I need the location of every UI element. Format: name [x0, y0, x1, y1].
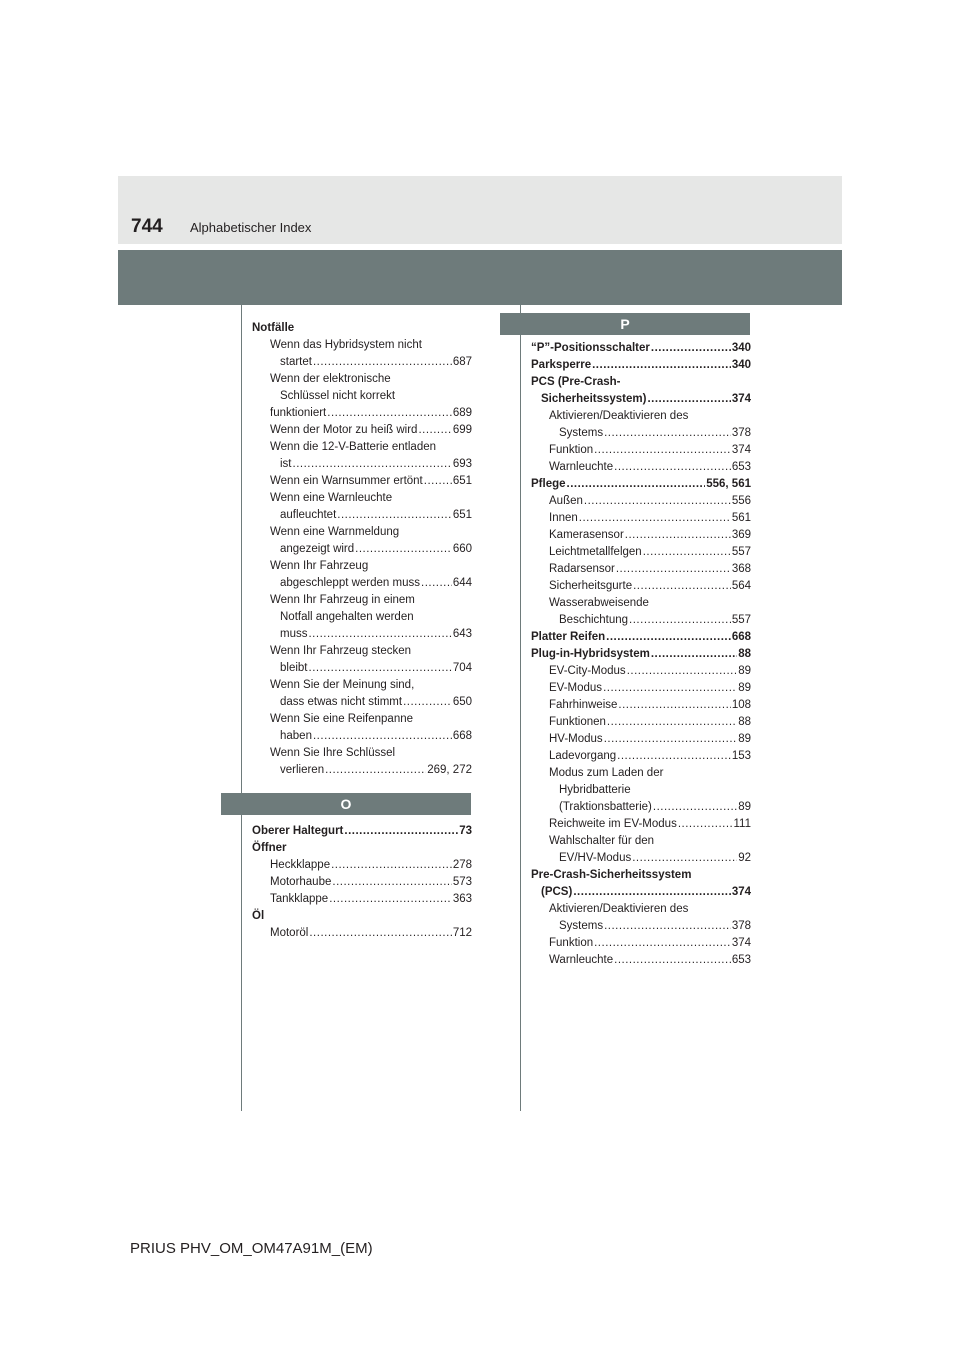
dot-leader	[633, 578, 731, 595]
entry-label: Pflege	[531, 478, 566, 490]
index-entry[interactable]	[531, 476, 751, 493]
page-ref: 712	[452, 927, 472, 939]
index-subentry[interactable]	[252, 762, 472, 779]
page-title: Alphabetischer Index	[190, 220, 312, 235]
dot-leader	[607, 714, 737, 731]
page-ref: 643	[452, 628, 472, 640]
index-subentry[interactable]	[531, 612, 751, 629]
page-ref: 111	[733, 818, 751, 830]
index-subentry[interactable]	[531, 731, 751, 748]
page-ref: 651	[452, 475, 472, 487]
page-ref: 651	[452, 509, 472, 521]
entry-label: Radarsensor	[549, 563, 615, 575]
page-ref: 92	[738, 852, 751, 864]
index-subentry-line: Wenn der elektronische	[270, 373, 391, 385]
dot-leader	[309, 925, 451, 942]
page-ref: 108	[731, 699, 751, 711]
index-heading-notfaelle: Notfälle	[252, 322, 295, 334]
page-ref: 340	[731, 342, 751, 354]
dot-leader	[606, 629, 731, 646]
dot-leader	[308, 626, 451, 643]
entry-label: Oberer Haltegurt	[252, 825, 344, 837]
dot-leader	[643, 544, 731, 561]
page-ref: 73	[459, 825, 472, 837]
entry-label: Außen	[549, 495, 583, 507]
dot-leader	[355, 541, 452, 558]
page-ref: 278	[452, 859, 472, 871]
entry-label: Leichtmetallfelgen	[549, 546, 642, 558]
index-subentry[interactable]	[252, 857, 472, 874]
index-subentry[interactable]	[252, 728, 472, 745]
index-entry-line: Pre-Crash-Sicherheitssystem	[531, 869, 692, 881]
section-letter-p: P	[500, 313, 750, 335]
entry-label: funktioniert	[270, 407, 327, 419]
index-entry-line: PCS (Pre-Crash-	[531, 376, 621, 388]
page-ref: 650	[452, 696, 472, 708]
index-subentry[interactable]	[252, 507, 472, 524]
index-subentry-line: Wahlschalter für den	[549, 835, 655, 847]
page-ref: 668	[452, 730, 472, 742]
dot-leader	[584, 493, 731, 510]
index-entry[interactable]	[531, 391, 751, 408]
index-subentry[interactable]	[531, 816, 751, 833]
index-entry[interactable]	[531, 357, 751, 374]
entry-label: Motorhaube	[270, 876, 332, 888]
page-ref: 557	[731, 546, 751, 558]
dot-leader	[592, 357, 731, 374]
entry-label: Platter Reifen	[531, 631, 606, 643]
entry-label: muss	[280, 628, 308, 640]
index-subentry[interactable]	[252, 473, 472, 490]
entry-label: Systems	[559, 427, 604, 439]
entry-label: verlieren	[280, 764, 325, 776]
page-ref: 564	[731, 580, 751, 592]
index-subentry[interactable]	[252, 891, 472, 908]
index-subentry-line: Wenn Sie eine Reifenpanne	[270, 713, 414, 725]
dot-leader	[573, 884, 731, 901]
page-ref: 378	[731, 427, 751, 439]
index-subentry[interactable]	[531, 493, 751, 510]
entry-label: Sicherheitsgurte	[549, 580, 633, 592]
entry-label: Innen	[549, 512, 578, 524]
index-subentry[interactable]	[531, 663, 751, 680]
page-ref: 644	[452, 577, 472, 589]
page-ref: 89	[738, 682, 751, 694]
dot-leader	[603, 680, 737, 697]
dot-leader	[579, 510, 731, 527]
dot-leader	[647, 391, 730, 408]
left-index-column	[252, 320, 472, 779]
entry-label: Reichweite im EV-Modus	[549, 818, 677, 830]
right-column-rule	[520, 305, 521, 1111]
entry-label: (Traktionsbatterie)	[559, 801, 652, 813]
index-subentry[interactable]	[252, 874, 472, 891]
header-dark-band	[118, 250, 842, 305]
dot-leader	[313, 354, 452, 371]
entry-label: Parksperre	[531, 359, 592, 371]
index-subentry[interactable]	[531, 578, 751, 595]
page-ref: 88	[738, 648, 751, 660]
index-subentry-line: Schlüssel nicht korrekt	[280, 390, 396, 402]
dot-leader	[332, 874, 451, 891]
dot-leader	[651, 340, 731, 357]
entry-label: bleibt	[280, 662, 308, 674]
dot-leader	[604, 918, 731, 935]
index-subentry[interactable]	[531, 527, 751, 544]
page-number: 744	[131, 216, 163, 237]
entry-label: Wenn ein Warnsummer ertönt	[270, 475, 423, 487]
index-entry[interactable]	[531, 646, 751, 663]
index-subentry-line: Wenn Sie Ihre Schlüssel	[270, 747, 396, 759]
index-subentry[interactable]	[252, 626, 472, 643]
index-subentry[interactable]	[531, 799, 751, 816]
dot-leader	[614, 952, 731, 969]
dot-leader	[594, 442, 731, 459]
index-subentry[interactable]	[531, 714, 751, 731]
entry-label: Heckklappe	[270, 859, 331, 871]
entry-label: startet	[280, 356, 312, 368]
entry-label: EV-City-Modus	[549, 665, 626, 677]
entry-label: Fahrhinweise	[549, 699, 618, 711]
index-entry[interactable]	[531, 340, 751, 357]
index-subentry-line: Wenn das Hybridsystem nicht	[270, 339, 422, 351]
page-ref: 374	[731, 886, 751, 898]
index-heading-oeffner: Öffner	[252, 842, 287, 854]
index-subentry-line: Hybridbatterie	[559, 784, 631, 796]
entry-label: Ladevorgang	[549, 750, 617, 762]
page-ref: 340	[731, 359, 751, 371]
index-subentry-line: Wasserabweisende	[549, 597, 649, 609]
entry-label: “P”-Positionsschalter	[531, 342, 650, 354]
index-subentry[interactable]	[252, 694, 472, 711]
page-ref: 89	[738, 801, 751, 813]
page-ref: 557	[731, 614, 751, 626]
index-subentry-line: Wenn Ihr Fahrzeug stecken	[270, 645, 412, 657]
dot-leader	[418, 422, 451, 439]
page-ref: 369	[731, 529, 751, 541]
page-ref: 89	[738, 665, 751, 677]
page-ref: 573	[452, 876, 472, 888]
index-subentry[interactable]	[531, 748, 751, 765]
page-ref: 269, 272	[427, 764, 472, 776]
page-ref: 699	[452, 424, 472, 436]
dot-leader	[421, 575, 452, 592]
right-index-column	[531, 340, 751, 969]
page-ref: 368	[731, 563, 751, 575]
page-ref: 363	[452, 893, 472, 905]
entry-label: Beschichtung	[559, 614, 629, 626]
dot-leader	[618, 697, 730, 714]
entry-label: Warnleuchte	[549, 461, 614, 473]
section-letter-o: O	[221, 793, 471, 815]
entry-label: Warnleuchte	[549, 954, 614, 966]
index-subentry[interactable]	[531, 510, 751, 527]
index-subentry-line: Wenn Sie der Meinung sind,	[270, 679, 415, 691]
index-subentry-line: Wenn Ihr Fahrzeug	[270, 560, 369, 572]
dot-leader	[629, 612, 731, 629]
index-subentry-line: Modus zum Laden der	[549, 767, 664, 779]
index-subentry-line: Aktivieren/Deaktivieren des	[549, 903, 689, 915]
index-entry[interactable]	[531, 884, 751, 901]
page-ref: 704	[452, 662, 472, 674]
page-ref: 693	[452, 458, 472, 470]
page-ref: 687	[452, 356, 472, 368]
index-subentry[interactable]	[531, 850, 751, 867]
index-subentry[interactable]	[531, 459, 751, 476]
left-column-rule	[241, 305, 242, 1111]
dot-leader	[403, 694, 452, 711]
index-subentry[interactable]	[252, 405, 472, 422]
entry-label: haben	[280, 730, 312, 742]
index-subentry[interactable]	[252, 660, 472, 677]
entry-label: ist	[280, 458, 292, 470]
dot-leader	[594, 935, 731, 952]
entry-label: Funktion	[549, 937, 594, 949]
page-ref: 374	[731, 444, 751, 456]
entry-label: Kamerasensor	[549, 529, 624, 541]
dot-leader	[604, 425, 731, 442]
dot-leader	[627, 663, 738, 680]
index-subentry[interactable]	[531, 561, 751, 578]
entry-label: angezeigt wird	[280, 543, 355, 555]
index-subentry[interactable]	[531, 918, 751, 935]
dot-leader	[309, 660, 452, 677]
dot-leader	[567, 476, 706, 493]
index-subentry[interactable]	[531, 425, 751, 442]
left-index-column-o	[252, 823, 472, 942]
entry-label: Motoröl	[270, 927, 309, 939]
dot-leader	[337, 507, 452, 524]
index-subentry[interactable]	[252, 422, 472, 439]
index-subentry[interactable]	[252, 541, 472, 558]
entry-label: HV-Modus	[549, 733, 603, 745]
entry-label: Sicherheitssystem)	[541, 393, 647, 405]
index-subentry[interactable]	[252, 354, 472, 371]
entry-label: Systems	[559, 920, 604, 932]
entry-label: dass etwas nicht stimmt	[280, 696, 403, 708]
dot-leader	[632, 850, 737, 867]
index-subentry-line: Wenn eine Warnmeldung	[270, 526, 400, 538]
index-subentry[interactable]	[531, 697, 751, 714]
index-entry[interactable]	[531, 629, 751, 646]
page-ref: 374	[731, 393, 751, 405]
entry-label: abgeschleppt werden muss	[280, 577, 420, 589]
index-subentry[interactable]	[252, 925, 472, 942]
page-ref: 556, 561	[706, 478, 751, 490]
dot-leader	[424, 473, 452, 490]
page-ref: 153	[731, 750, 751, 762]
index-subentry[interactable]	[531, 935, 751, 952]
dot-leader	[313, 728, 452, 745]
page-ref: 556	[731, 495, 751, 507]
index-heading-oel: Öl	[252, 910, 265, 922]
page-ref: 378	[731, 920, 751, 932]
dot-leader	[344, 823, 458, 840]
dot-leader	[329, 891, 452, 908]
index-subentry-line: Notfall angehalten werden	[280, 611, 414, 623]
index-subentry-line: Wenn eine Warnleuchte	[270, 492, 393, 504]
index-subentry[interactable]	[252, 456, 472, 473]
dot-leader	[651, 646, 737, 663]
page-ref: 653	[731, 954, 751, 966]
page-ref: 689	[452, 407, 472, 419]
entry-label: aufleuchtet	[280, 509, 337, 521]
dot-leader	[678, 816, 733, 833]
entry-label: EV/HV-Modus	[559, 852, 632, 864]
page-ref: 89	[738, 733, 751, 745]
entry-label: EV-Modus	[549, 682, 603, 694]
index-subentry[interactable]	[252, 575, 472, 592]
dot-leader	[327, 405, 452, 422]
dot-leader	[616, 561, 731, 578]
dot-leader	[325, 762, 426, 779]
dot-leader	[625, 527, 731, 544]
page-ref: 561	[731, 512, 751, 524]
index-subentry-line: Aktivieren/Deaktivieren des	[549, 410, 689, 422]
page-ref: 653	[731, 461, 751, 473]
page-ref: 660	[452, 543, 472, 555]
index-subentry[interactable]	[531, 442, 751, 459]
page-ref: 668	[731, 631, 751, 643]
index-subentry[interactable]	[531, 544, 751, 561]
dot-leader	[653, 799, 737, 816]
entry-label: Plug-in-Hybridsystem	[531, 648, 650, 660]
entry-label: Wenn der Motor zu heiß wird	[270, 424, 418, 436]
entry-label: Funktionen	[549, 716, 606, 728]
dot-leader	[604, 731, 738, 748]
dot-leader	[293, 456, 452, 473]
index-subentry[interactable]	[531, 680, 751, 697]
index-subentry-line: Wenn Ihr Fahrzeug in einem	[270, 594, 415, 606]
entry-label: Tankklappe	[270, 893, 329, 905]
document-footer: PRIUS PHV_OM_OM47A91M_(EM)	[130, 1240, 373, 1257]
dot-leader	[614, 459, 731, 476]
entry-label: (PCS)	[541, 886, 573, 898]
index-entry[interactable]	[252, 823, 472, 840]
dot-leader	[331, 857, 452, 874]
dot-leader	[617, 748, 731, 765]
page-ref: 88	[738, 716, 751, 728]
index-subentry-line: Wenn die 12-V-Batterie entladen	[270, 441, 437, 453]
page-ref: 374	[731, 937, 751, 949]
entry-label: Funktion	[549, 444, 594, 456]
index-subentry[interactable]	[531, 952, 751, 969]
